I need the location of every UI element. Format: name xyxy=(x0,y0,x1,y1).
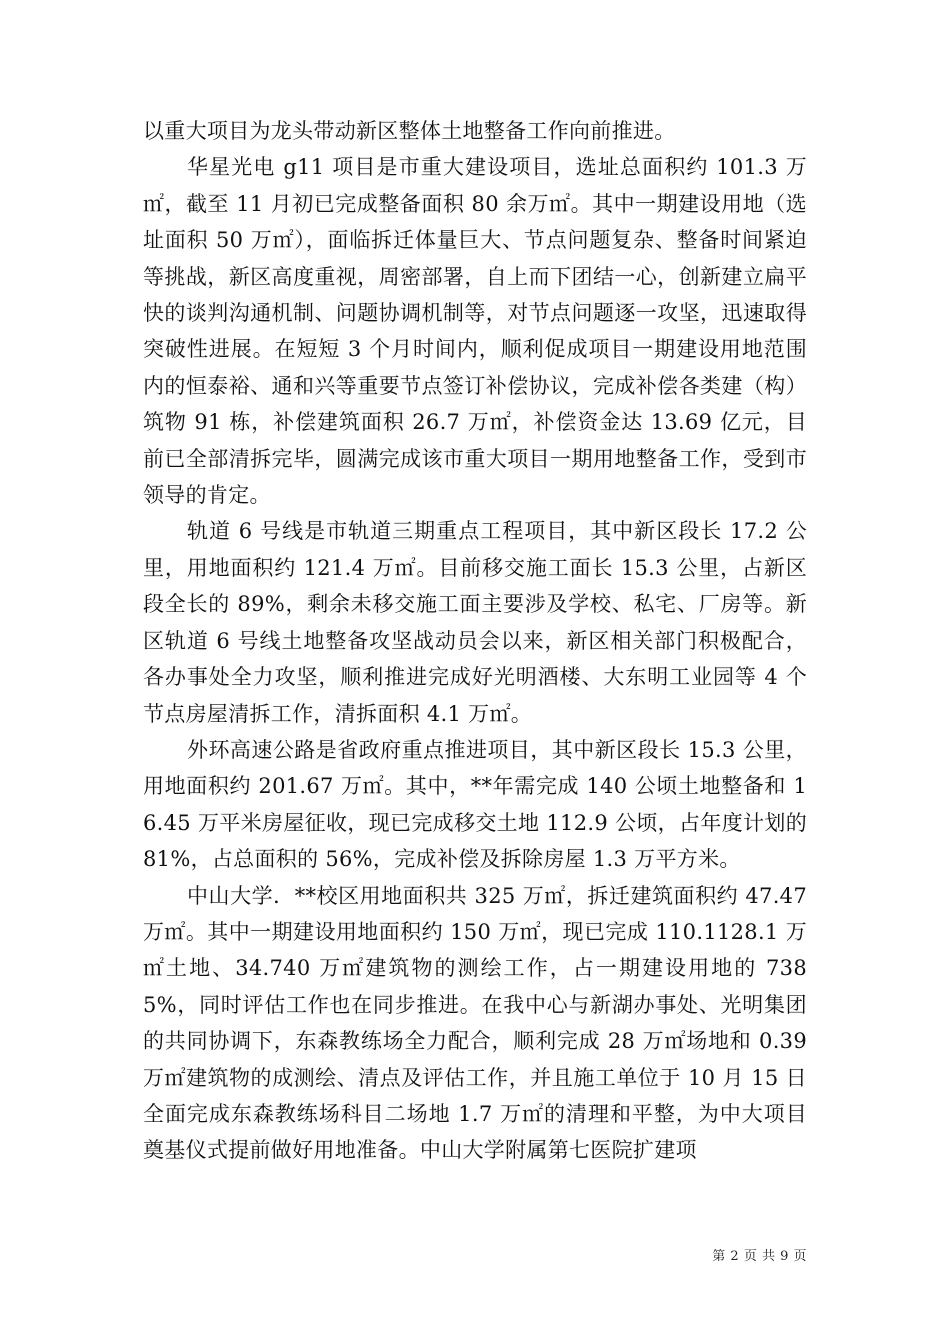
document-body xyxy=(143,113,807,1169)
paragraph-huaxing-g11: 华星光电 g11 项目是市重大建设项目，选址总面积约 101.3 万㎡，截至 11 月初已完成整备面积 80 余万㎡。其中一期建设用地（选址面积 50 万㎡），面临拆迁体量巨大、节点问题复杂、整备时间紧迫等挑战，新区高度重视，周密部署，自上而下团结一心，创新建立扁平快的谈判沟通机制、问题协调机制等，对节点问题逐一攻坚，迅速取得突破性进展。在短短 3 个月时间内，顺利促成项目一期建设用地范围内的恒泰裕、通和兴等重要节点签订补偿协议，完成补偿各类建（构）筑物 91 栋，补偿建筑面积 26.7 万㎡，补偿资金达 13.69 亿元，目前已全部清拆完毕，圆满完成该市重大项目一期用地整备工作，受到市领导的肯定。 xyxy=(143,155,807,508)
paragraph-continuation: 以重大项目为龙头带动新区整体土地整备工作向前推进。 xyxy=(143,119,676,143)
paragraph-sun-yat-sen-university: 中山大学．**校区用地面积共 325 万㎡，拆迁建筑面积约 47.47 万㎡。其中一期建设用地面积约 150 万㎡，现已完成 110.1128.1 万㎡土地、34.740 万㎡建筑物的测绘工作，占一期建设用地的 7385%，同时评估工作也在同步推进。在我中心与新湖办事处、光明集团的共同协调下，东森教练场全力配合，顺利完成 28 万㎡场地和 0.39 万㎡建筑物的成测绘、清点及评估工作，并且施工单位于 10 月 15 日全面完成东森教练场科目二场地 1.7 万㎡的清理和平整，为中大项目奠基仪式提前做好用地准备。中山大学附属第七医院扩建项 xyxy=(143,883,807,1163)
page-number-footer: 第 2 页 共 9 页 xyxy=(712,1249,807,1264)
paragraph-outer-ring-highway: 外环高速公路是省政府重点推进项目，其中新区段长 15.3 公里，用地面积约 201.67 万㎡。其中，**年需完成 140 公顷土地整备和 16.45 万平米房屋征收，现已完成移交土地 112.9 公顷，占年度计划的 81%，占总面积的 56%，完成补偿及拆除房屋 1.3 万平方米。 xyxy=(143,737,807,872)
paragraph-metro-line-6: 轨道 6 号线是市轨道三期重点工程项目，其中新区段长 17.2 公里，用地面积约 121.4 万㎡。目前移交施工面长 15.3 公里，占新区段全长的 89%，剩余未移交施工面主要涉及学校、私宅、厂房等。新区轨道 6 号线土地整备攻坚战动员会以来，新区相关部门积极配合，各办事处全力攻坚，顺利推进完成好光明酒楼、大东明工业园等 4 个节点房屋清拆工作，清拆面积 4.1 万㎡。 xyxy=(143,519,807,726)
